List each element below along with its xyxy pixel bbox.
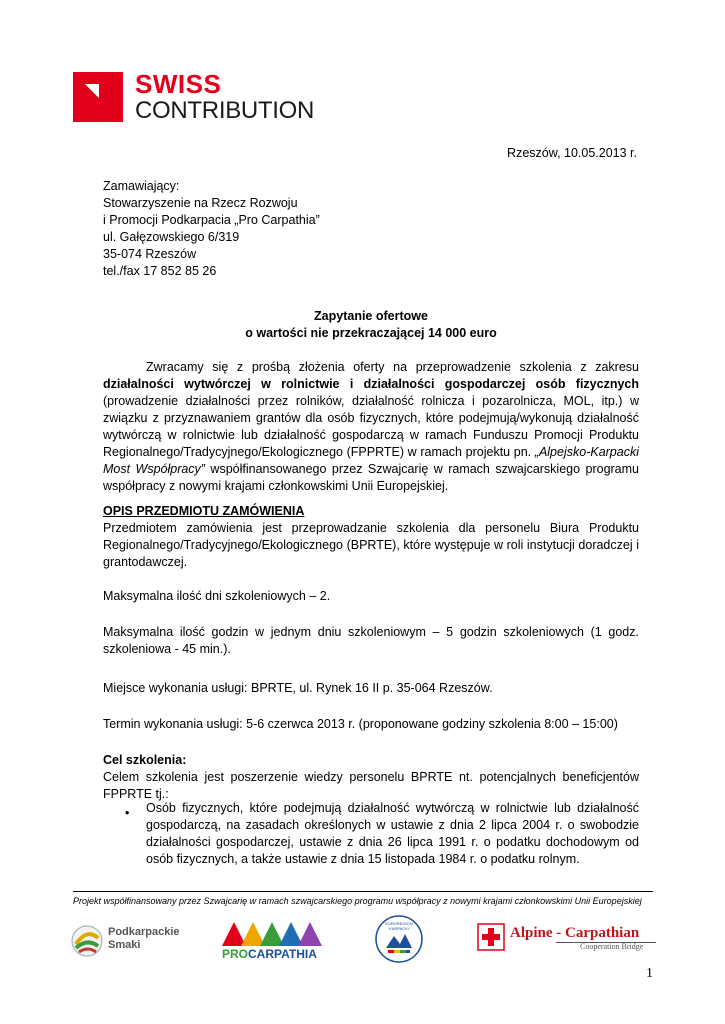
document-date: Rzeszów, 10.05.2013 r.	[507, 146, 637, 160]
document-subtitle: o wartości nie przekraczającej 14 000 euro	[245, 326, 497, 340]
max-hours-text: Maksymalna ilość godzin w jednym dniu szkoleniowym – 5 godzin szkoleniowych (1 godz. szkoleniowa - 45 min.).	[103, 625, 639, 656]
smaki-swirl-icon	[70, 924, 104, 958]
swiss-contribution-logo	[73, 69, 333, 124]
address-label: Zamawiający:	[103, 179, 180, 193]
footer-logos	[68, 914, 658, 964]
intro-bold-text: działalności wytwórczej w rolnictwie i działalności gospodarczej osób fizycznych	[103, 377, 639, 391]
bullet-icon: •	[125, 806, 130, 820]
max-days-text: Maksymalna ilość dni szkoleniowych – 2.	[103, 589, 331, 603]
footer-cofinancing-note: Projekt współfinansowany przez Szwajcarię w ramach szwajcarskiego programu współpracy z nowymi krajami członkowskimi Unii Europejskiej	[73, 896, 642, 906]
swiss-cross-icon	[476, 922, 506, 952]
pro-text: PRO	[222, 947, 249, 961]
alpine-carpathian-logo	[476, 920, 658, 964]
intro-paragraph	[103, 359, 639, 495]
smaki-line2: Smaki	[108, 939, 141, 951]
mountains-icon	[222, 918, 322, 946]
intro-text: Zwracamy się z prośbą złożenia oferty na przeprowadzenie szkolenia z zakresu	[146, 360, 639, 374]
section-heading-subject: OPIS PRZEDMIOTU ZAMÓWIENIA	[103, 504, 305, 518]
carpathia-text: CARPATHIA	[248, 947, 317, 961]
contracting-party-address	[103, 178, 320, 280]
document-title: Zapytanie ofertowe	[314, 309, 428, 323]
swiss-logo-mark-icon	[73, 72, 123, 122]
page-number: 1	[646, 966, 653, 981]
euroregion-text: EUROREGION KARPACKI	[385, 921, 413, 931]
podkarpackie-smaki-logo	[68, 920, 188, 964]
procarpathia-text	[222, 947, 317, 961]
goal-heading: Cel szkolenia:	[103, 753, 187, 767]
project-name: „Alpejsko-Karpacki Most Współpracy”	[103, 445, 639, 476]
footer-divider	[73, 891, 653, 892]
smaki-line1: Podkarpackie	[108, 926, 180, 938]
alpine-carpathian-subtext: Cooperation Bridge	[580, 942, 644, 951]
goal-bullet-item: Osób fizycznych, które podejmują działalność wytwórczą w rolnictwie lub działalność gospodarczą, na zasadach określonych w ustawie z dnia 2 lipca 2004 r. o swobodzie działalności gospodarczej, ustawie z dnia 26 lipca 1991 r. o podatku dochodowym od osób fizycznych, a także ustawie z dnia 15 listopada 1984 r. o podatku rolnym.	[146, 801, 639, 866]
address-phone: tel./fax 17 852 85 26	[103, 264, 217, 278]
intro-text: współfinansowanego przez Szwajcarię w ramach szwajcarskiego programu współpracy z nowymi krajami członkowskimi Unii Europejskiej.	[103, 462, 639, 493]
euroregion-logo	[374, 914, 426, 966]
logo-contribution-text: CONTRIBUTION	[135, 97, 315, 124]
place-text: Miejsce wykonania usługi: BPRTE, ul. Rynek 16 II p. 35-064 Rzeszów.	[103, 681, 493, 695]
alpine-carpathian-text: Alpine - Carpathian	[510, 925, 640, 941]
section-subject-body: Przedmiotem zamówienia jest przeprowadzanie szkolenia dla personelu Biura Produktu Regionalnego/Tradycyjnego/Ekologicznego (BPRTE), które występuje w roli instytucji doradczej i grantodawczej.	[103, 521, 639, 569]
address-line: ul. Gałęzowskiego 6/319	[103, 230, 240, 244]
term-text: Termin wykonania usługi: 5-6 czerwca 2013 r. (proponowane godziny szkolenia 8:00 – 15:00)	[103, 717, 618, 731]
pro-carpathia-logo	[220, 914, 330, 964]
address-line: Stowarzyszenie na Rzecz Rozwoju	[103, 196, 298, 210]
logo-swiss-text: SWISS	[135, 69, 222, 99]
intro-text: (prowadzenie działalności przez rolników, działalność rolnicza i pozarolnicza, MOL, itp.) w związku z przyznawaniem grantów dla osób fizycznych, które podejmują/wykonują działalność wytwórczą w rolnictwie lub działalność gospodarczą w ramach Funduszu Promocji Produktu Regionalnego/Tradycyjnego/Ekologicznego (FPPRTE) w ramach projektu pn.	[103, 394, 639, 459]
address-line: i Promocji Podkarpacia „Pro Carpathia”	[103, 213, 320, 227]
address-line: 35-074 Rzeszów	[103, 247, 197, 261]
goal-body: Celem szkolenia jest poszerzenie wiedzy personelu BPRTE nt. potencjalnych beneficjentów FPPRTE tj.:	[103, 770, 639, 801]
